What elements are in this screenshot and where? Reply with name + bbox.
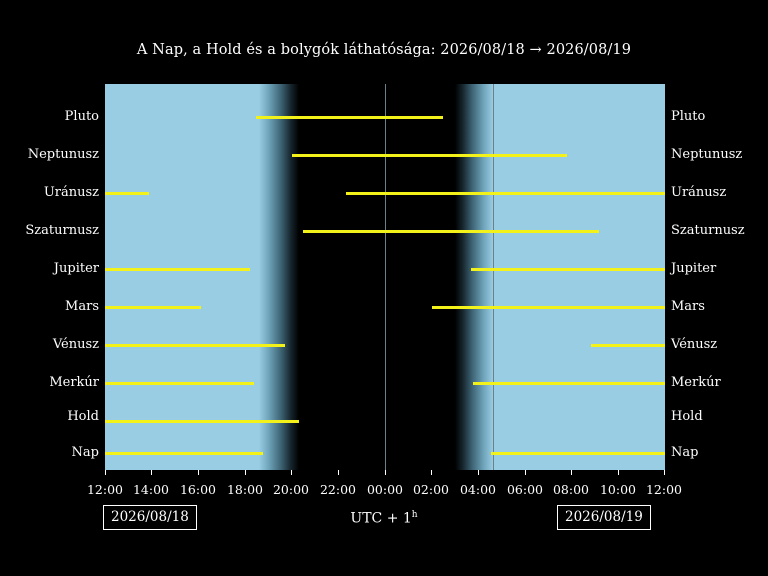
x-tick-label: 12:00 [645,482,683,497]
row-label-left-uranusz: Uránusz [43,185,99,200]
visibility-bar-venusz-b [591,344,665,347]
x-tick-label: 04:00 [459,482,497,497]
visibility-bar-mars-b [432,306,665,309]
visibility-bar-szaturnusz [303,230,599,233]
x-axis-label-text: UTC + 1 [350,510,412,527]
row-label-left-szaturnusz: Szaturnusz [25,223,99,238]
row-label-left-mars: Mars [65,299,99,314]
x-tick-label: 06:00 [506,482,544,497]
row-label-right-szaturnusz: Szaturnusz [671,223,745,238]
x-tick-label: 08:00 [552,482,590,497]
x-tickmark [664,470,665,475]
twilight-band-evening [259,84,299,470]
twilight-band-morning [455,84,493,470]
x-tick-label: 10:00 [599,482,637,497]
row-label-left-pluto: Pluto [64,109,99,124]
x-tickmark [431,470,432,475]
x-tickmark [291,470,292,475]
row-label-left-venusz: Vénusz [52,337,99,352]
row-label-right-venusz: Vénusz [671,337,718,352]
visibility-bar-merkur-b [473,382,665,385]
visibility-bar-mars-a [105,306,201,309]
visibility-bar-uranusz-a [105,192,149,195]
visibility-bar-neptunusz [292,154,567,157]
daylight-band-right [493,84,665,470]
x-tickmark [525,470,526,475]
x-tickmark [105,470,106,475]
x-tick-label: 20:00 [272,482,310,497]
x-tick-label: 00:00 [366,482,404,497]
night-band [299,84,455,470]
visibility-bar-hold [105,420,299,423]
x-tickmark [385,470,386,475]
sunrise-line [493,84,494,470]
row-label-left-merkur: Merkúr [49,375,99,390]
x-tickmark [151,470,152,475]
x-tickmark [571,470,572,475]
plot-area [105,84,665,470]
daylight-band-left [105,84,259,470]
row-label-right-merkur: Merkúr [671,375,721,390]
row-label-right-mars: Mars [671,299,705,314]
x-tickmark [245,470,246,475]
row-label-left-neptunusz: Neptunusz [27,147,99,162]
row-label-right-uranusz: Uránusz [671,185,727,200]
date-box-start: 2026/08/18 [103,505,197,530]
row-label-left-jupiter: Jupiter [53,261,99,276]
date-box-end: 2026/08/19 [557,505,651,530]
visibility-bar-nap-b [491,452,665,455]
row-label-right-jupiter: Jupiter [671,261,717,276]
row-label-left-hold: Hold [67,409,99,424]
visibility-bar-jupiter-b [471,268,665,271]
x-tickmark [338,470,339,475]
x-tick-label: 12:00 [86,482,124,497]
x-axis-label-sup: h [411,510,418,520]
x-tick-label: 18:00 [226,482,264,497]
chart-title: A Nap, a Hold és a bolygók láthatósága: 2026/08/18 → 2026/08/19 [136,42,632,58]
midnight-line [385,84,386,470]
row-label-left-nap: Nap [71,445,99,460]
x-tick-label: 14:00 [132,482,170,497]
x-tick-label: 02:00 [412,482,450,497]
visibility-bar-pluto [256,116,443,119]
visibility-bar-merkur-a [105,382,254,385]
visibility-bar-nap-a [105,452,263,455]
row-label-right-neptunusz: Neptunusz [671,147,743,162]
row-label-right-hold: Hold [671,409,703,424]
visibility-bar-uranusz-b [346,192,665,195]
row-label-right-nap: Nap [671,445,699,460]
x-tickmark [198,470,199,475]
x-tickmark [618,470,619,475]
x-tick-label: 22:00 [319,482,357,497]
x-tickmark [478,470,479,475]
x-tick-label: 16:00 [179,482,217,497]
visibility-bar-jupiter-a [105,268,250,271]
row-label-right-pluto: Pluto [671,109,706,124]
visibility-bar-venusz-a [105,344,285,347]
